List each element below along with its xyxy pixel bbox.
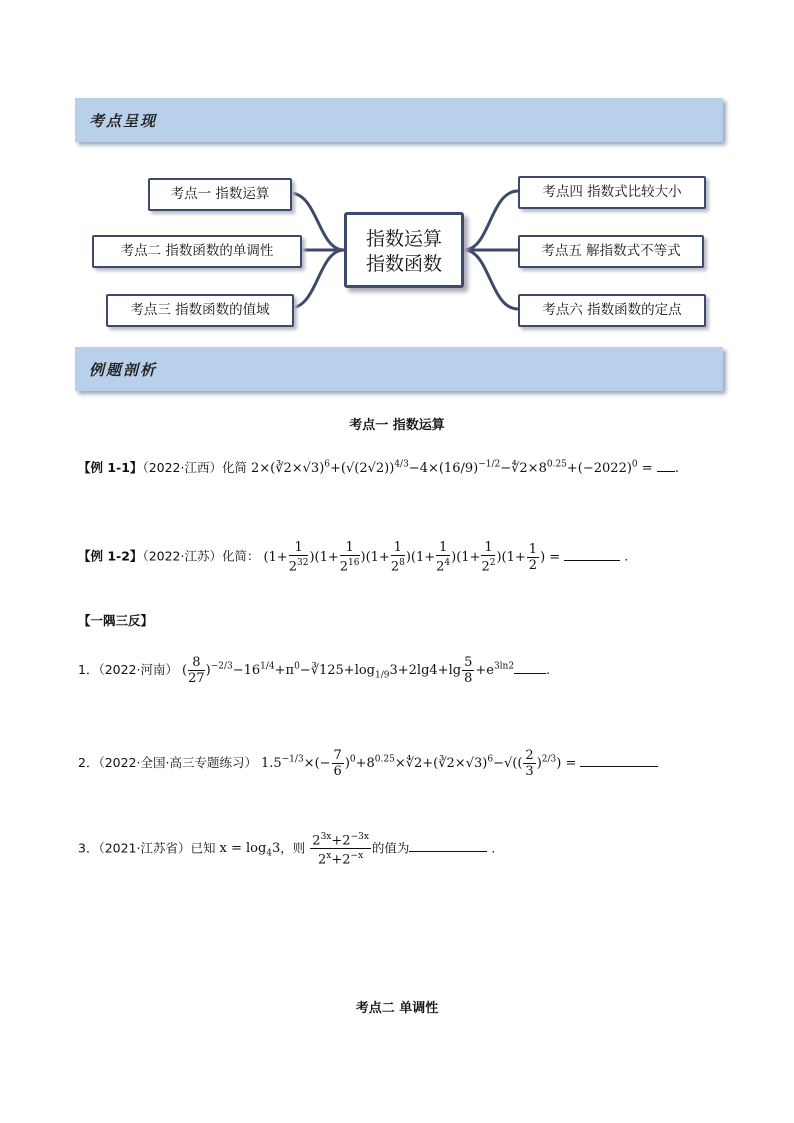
example-label: 【例 1-1】: [78, 460, 143, 475]
question-source: 1．（2022·河南）: [78, 662, 178, 677]
mindmap-node-topic6: [518, 294, 706, 327]
node-label: 考点三 指数函数的值域: [130, 302, 270, 318]
mindmap-center: [344, 212, 464, 288]
example-1-2: [78, 540, 628, 574]
practice-q3: [78, 830, 495, 868]
center-line2: 指数函数: [365, 253, 442, 275]
node-label: 考点六 指数函数的定点: [542, 302, 682, 318]
mindmap-node-topic3: [106, 294, 294, 327]
q3-formula: $\frac{2^{3x}+2^{-3x}}{2^x+2^{-x}}$: [312, 832, 369, 868]
example-source: （2022·江苏）化简：: [142, 548, 260, 564]
example-1-1: [78, 458, 679, 476]
practice-heading: 【一隅三反】: [78, 613, 154, 628]
section-banner-examples: [75, 347, 723, 391]
center-line1: 指数运算: [365, 228, 442, 250]
banner-title: 考点呈现: [89, 112, 158, 130]
banner-title: 例题剖析: [89, 361, 158, 379]
node-label: 考点二 指数函数的单调性: [120, 243, 274, 259]
period: .: [546, 662, 551, 677]
period: .: [624, 548, 629, 564]
node-label: 考点五 解指数式不等式: [541, 243, 681, 259]
q1-formula: ( $\frac{8}{27}$ )$^{-2/3}-16^{1/4}+\pi^0-∛125+\log_{1/9}3+2\lg 4+\lg$ $\frac{5}{8}$ $+e^{3ln2}$: [182, 663, 546, 678]
example-source: （2022·江西）化简: [142, 460, 247, 475]
practice-q2: [78, 748, 658, 779]
mindmap-node-topic4: [518, 176, 706, 209]
q3-mid: ，则: [280, 840, 306, 856]
q2-formula: $1.5^{-1/3}\times(-$ $\frac{7}{6}$ )$^0+8^{0.25}\times∜2+(∛2\times√3)^6-√$(( $\frac{2}{3}$ )$^{2/3}$) =: [261, 756, 659, 771]
practice-q1: [78, 655, 550, 686]
example-1-1-formula: $2\times(∛2\times√3)^6+(√(2√2))^{4/3}-4\times(16/9)^{-1/2}-∜2\times 8^{0.25}+(-2022)^0$ = .: [250, 459, 679, 476]
mindmap-node-topic2: [92, 235, 302, 268]
example-1-2-formula: (1+ $\frac{1}{2^{32}}$ )(1+ $\frac{1}{2^{16}}$ )(1+ $\frac{1}{2^8}$ )(1+ $\frac{1}{2^4}$ )(1+ $\frac{1}{2^2}$ )(1+ $\frac{1}{2}$ ) =: [263, 550, 620, 565]
topic1-title: 考点一 指数运算: [349, 418, 445, 433]
mindmap-node-topic1: [148, 178, 292, 211]
node-label: 考点一 指数运算: [170, 186, 270, 202]
topic2-title: 考点二 单调性: [355, 1001, 439, 1016]
question-source: 3．（2021·江苏省）已知: [78, 840, 216, 856]
node-label: 考点四 指数式比较大小: [542, 184, 682, 200]
q3-end: 的值为: [371, 840, 410, 856]
mindmap-node-topic5: [518, 235, 704, 268]
q3-given: $x = \log_43$: [219, 841, 281, 859]
mindmap-connectors: [0, 0, 794, 340]
question-source: 2．（2022·全国·高三专题练习）: [78, 755, 257, 770]
period: .: [491, 840, 496, 856]
example-label: 【例 1-2】: [78, 548, 143, 564]
